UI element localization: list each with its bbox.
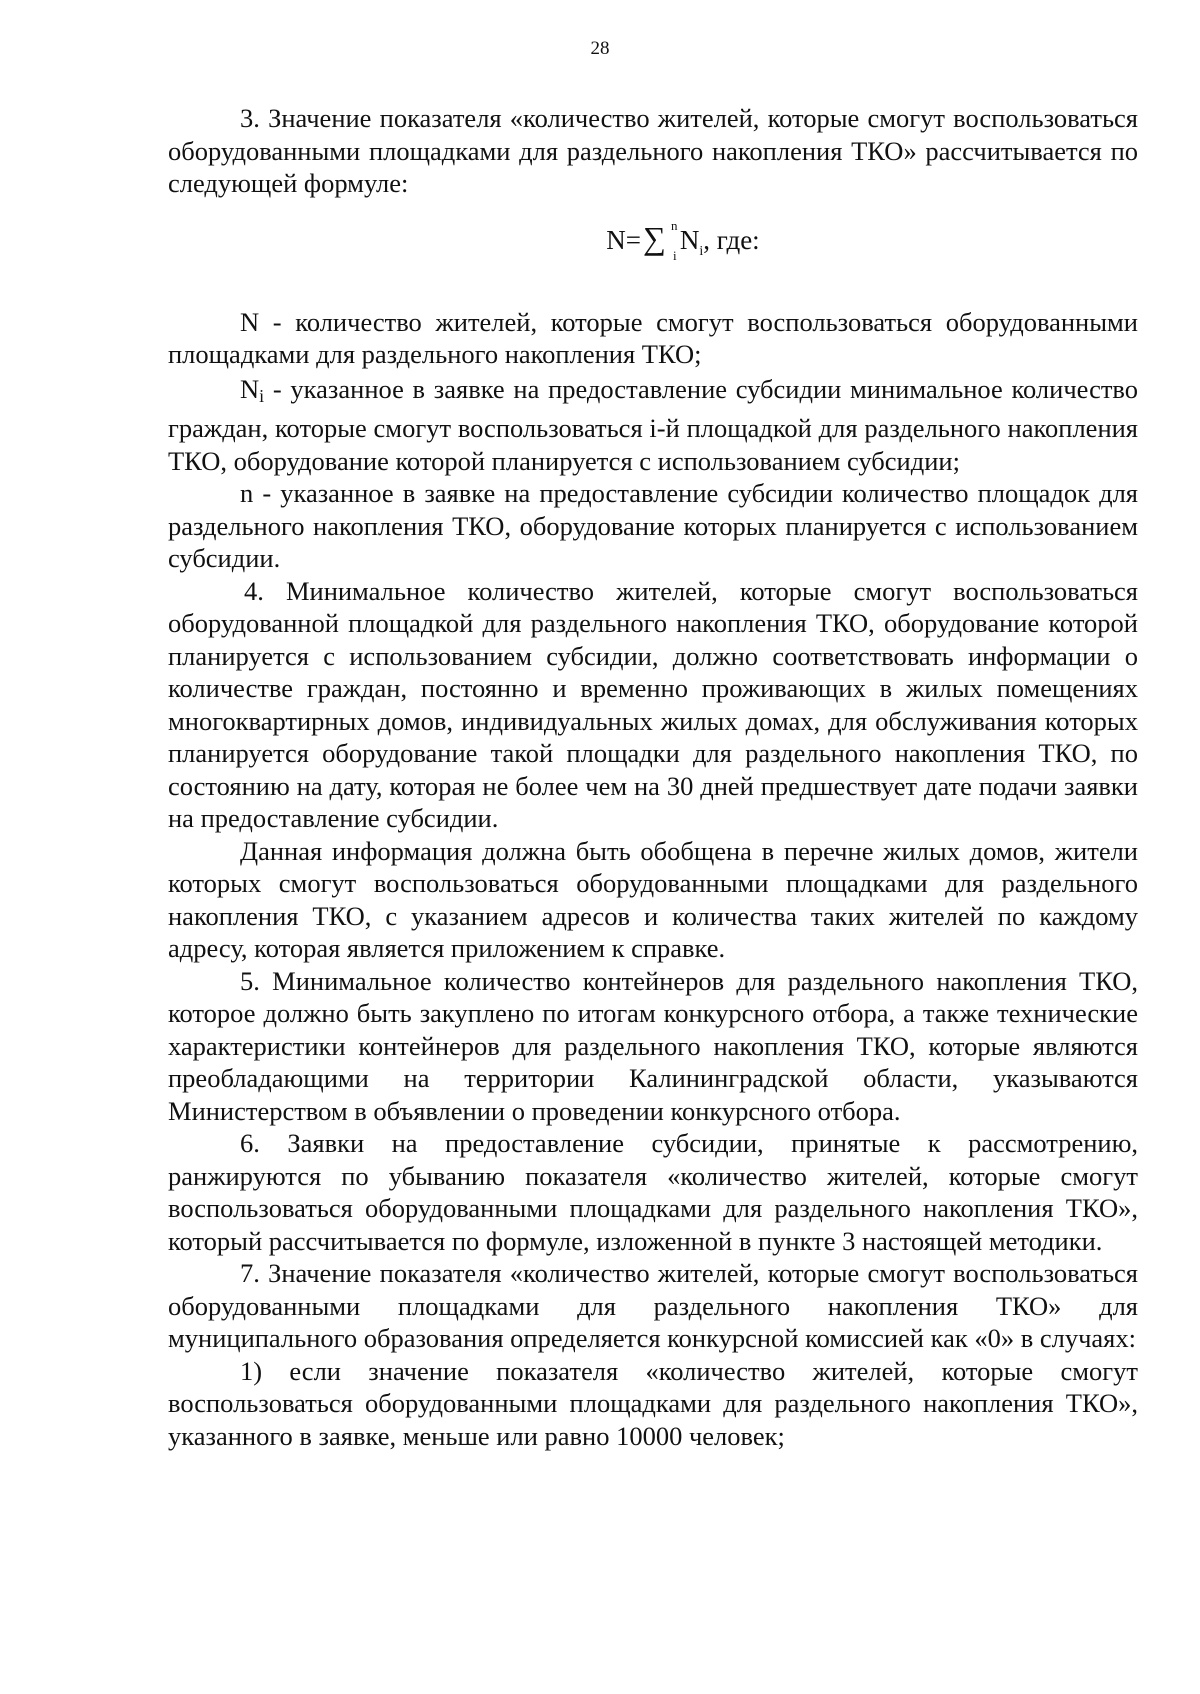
paragraph-5: 5. Минимальное количество контейнеров для раздельного накопления ТКО, которое должно быть закуплено по итогам конкурсного отбора, а также технические характеристики контейнеров для раздельного накопления ТКО, которые являются преобладающими на территории Калининградской области, указываются Министерством в объявлении о проведении конкурсного отбора.: [168, 965, 1138, 1126]
paragraph-3: 3. Значение показателя «количество жителей, которые смогут воспользоваться оборудованными площадками для раздельного накопления ТКО» рассчитывается по следующей формуле:: [168, 103, 1138, 198]
definition-Ni-text: - указанное в заявке на предоставление субсидии минимальное количество граждан, которые смогут воспользоваться i-й площадкой для раздельного накопления ТКО, оборудование которой планируется с использованием субсидии;: [168, 373, 1138, 476]
paragraph-4-continued: Данная информация должна быть обобщена в перечне жилых домов, жители которых смогут воспользоваться оборудованными площадками для раздельного накопления ТКО, с указанием адресов и количества таких жителей по каждому адресу, которая является приложением к справке.: [168, 835, 1138, 963]
sum-symbol: [643, 217, 678, 263]
document-body: [168, 102, 1138, 1452]
definition-Ni-symbol: N: [240, 373, 260, 404]
formula-term-subscript: i: [699, 243, 704, 259]
sum-lower-index: i: [673, 247, 677, 263]
paragraph-7-item-1: 1) если значение показателя «количество жителей, которые смогут воспользоваться оборудованными площадками для раздельного накопления ТКО», указанного в заявке, меньше или равно 10000 человек;: [168, 1355, 1138, 1451]
definition-Ni: [168, 373, 1138, 478]
formula: [168, 218, 1138, 272]
paragraph-4: 4. Минимальное количество жителей, которые смогут воспользоваться оборудованной площадкой для раздельного накопления ТКО, оборудование которой планируется с использованием субсидии, должно соответствовать информации о количестве граждан, постоянно и временно проживающих в жилых помещениях многоквартирных домов, индивидуальных жилых домах, для обслуживания которых планируется оборудование такой площадки для раздельного накопления ТКО, по состоянию на дату, которая не более чем на 30 дней предшествует дате подачи заявки на предоставление субсидии.: [168, 575, 1138, 833]
sum-sign: ∑: [643, 219, 666, 256]
paragraph-6: 6. Заявки на предоставление субсидии, принятые к рассмотрению, ранжируются по убыванию показателя «количество жителей, которые смогут воспользоваться оборудованными площадками для раздельного накопления ТКО», который рассчитывается по формуле, изложенной в пункте 3 настоящей методики.: [168, 1128, 1138, 1256]
page-number: 28: [590, 38, 610, 59]
definition-Ni-subscript: i: [259, 385, 265, 406]
definition-n: n - указанное в заявке на предоставление субсидии количество площадок для раздельного накопления ТКО, оборудование которых планируется с использованием субсидии.: [168, 478, 1138, 573]
sum-upper-limit: n: [671, 217, 678, 233]
formula-term: N: [679, 224, 700, 255]
paragraph-7: 7. Значение показателя «количество жителей, которые смогут воспользоваться оборудованными площадками для раздельного накопления ТКО» для муниципального образования определяется конкурсной комиссией как «0» в случаях:: [168, 1258, 1138, 1353]
formula-lhs: N=: [606, 224, 642, 255]
formula-suffix: , где:: [703, 224, 760, 255]
definition-N: N - количество жителей, которые смогут воспользоваться оборудованными площадками для раздельного накопления ТКО;: [168, 306, 1138, 369]
